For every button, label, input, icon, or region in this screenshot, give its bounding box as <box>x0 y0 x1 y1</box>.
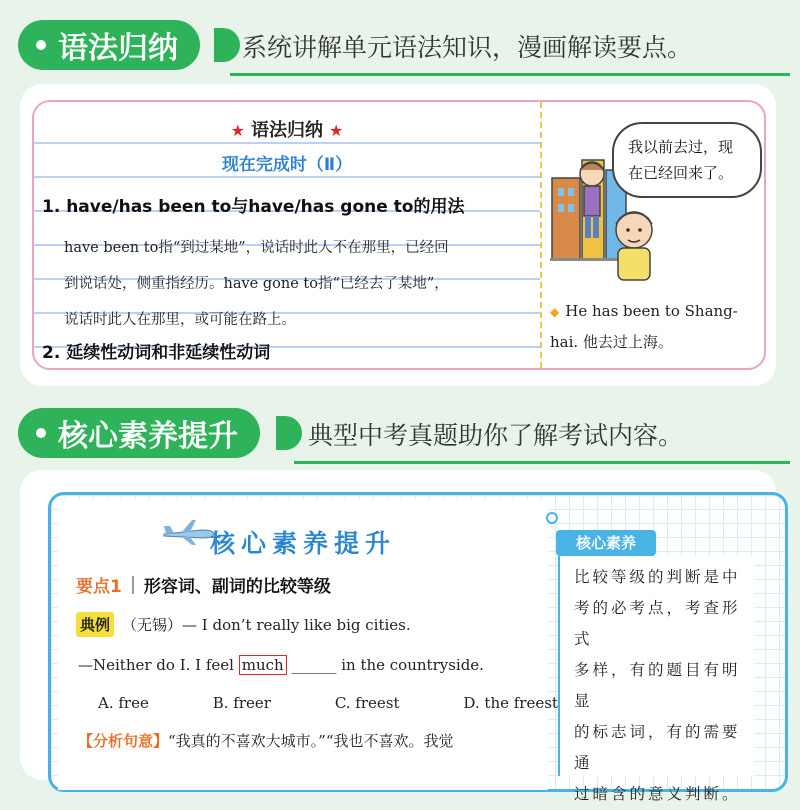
bullet-dot-icon <box>36 428 46 438</box>
pill-tail <box>276 416 302 450</box>
side-note-badge: 核心素养 <box>556 530 656 556</box>
star-icon: ★ <box>230 121 245 140</box>
example-sentence-text: He has been to Shang-hai. 他去过上海。 <box>550 302 738 351</box>
notebook-panel <box>32 100 766 370</box>
grammar-point-body: have been to指“到过某地”，说话时此人不在那里，已经回 到说话处，侧重指经历。have gone to指“已经去了某地”， 说话时此人在那里，或可能在路上。 <box>64 240 449 328</box>
analysis-tag: 【分析句意】 <box>78 732 169 750</box>
notebook-subtitle: 现在完成时（Ⅱ） <box>221 155 353 175</box>
highlighted-word: much <box>239 655 287 675</box>
section-underline <box>294 461 790 464</box>
illustration-area <box>542 102 764 368</box>
section-title: 核心素养提升 <box>58 419 238 454</box>
example-question-line-2 <box>78 656 484 674</box>
notebook-title-text: 语法归纳 <box>251 120 323 141</box>
core-title: 核心素养提升 <box>209 529 396 558</box>
grammar-card <box>20 84 776 386</box>
example-dialog-2-pre: —Neither do I. I feel <box>78 656 239 674</box>
key-point-label: 要点1 <box>76 577 122 597</box>
core-literacy-card <box>20 470 776 803</box>
option-c: C. freest <box>334 694 400 712</box>
key-point-row <box>76 572 331 597</box>
section-subtitle: 系统讲解单元语法知识，漫画解读要点。 <box>242 33 693 62</box>
bullet-dot-icon <box>36 40 46 50</box>
example-source: （无锡） <box>122 616 183 634</box>
option-d: D. the freest <box>463 694 558 712</box>
side-note-text: 比较等级的判断是中 考的必考点，考查形式 多样，有的题目有明显 的标志词，有的需要通 过暗含的意义判断。 <box>574 568 741 803</box>
grammar-point-heading-1: 1. have/has been to与have/has gone to的用法 <box>42 197 465 217</box>
option-b: B. freer <box>212 694 271 712</box>
notebook-title <box>34 116 540 142</box>
section-pill <box>18 408 260 458</box>
key-point-separator <box>132 576 134 594</box>
answer-options <box>98 694 558 712</box>
example-tag: 典例 <box>76 612 114 637</box>
star-icon: ★ <box>329 121 344 140</box>
section-underline <box>230 73 790 76</box>
binder-ring-icon <box>546 512 558 524</box>
section-header-grammar <box>18 14 788 78</box>
section-pill <box>18 20 200 70</box>
section-subtitle: 典型中考真题助你了解考试内容。 <box>308 421 684 450</box>
example-dialog-1: — I don’t really like big cities. <box>182 615 411 634</box>
example-sentence <box>550 296 764 357</box>
section-header-core <box>18 402 788 466</box>
option-a: A. free <box>98 694 149 712</box>
side-note-panel <box>558 556 754 803</box>
analysis-text: “我真的不喜欢大城市。”“我也不喜欢。我觉 <box>168 732 454 750</box>
pill-tail <box>214 28 240 62</box>
notebook-lined-area <box>34 102 540 368</box>
key-point-title: 形容词、副词的比较等级 <box>143 577 331 597</box>
diamond-bullet-icon: ◆ <box>550 305 560 319</box>
section-title: 语法归纳 <box>58 31 178 66</box>
core-content-panel <box>58 500 558 790</box>
grammar-point-heading-2: 2. 延续性动词和非延续性动词 <box>42 343 271 363</box>
example-dialog-2-post: ______ in the countryside. <box>286 656 484 674</box>
speech-bubble: 我以前去过，现 在已经回来了。 <box>612 122 762 198</box>
analysis-line <box>78 730 454 751</box>
example-question-line-1 <box>76 612 411 637</box>
